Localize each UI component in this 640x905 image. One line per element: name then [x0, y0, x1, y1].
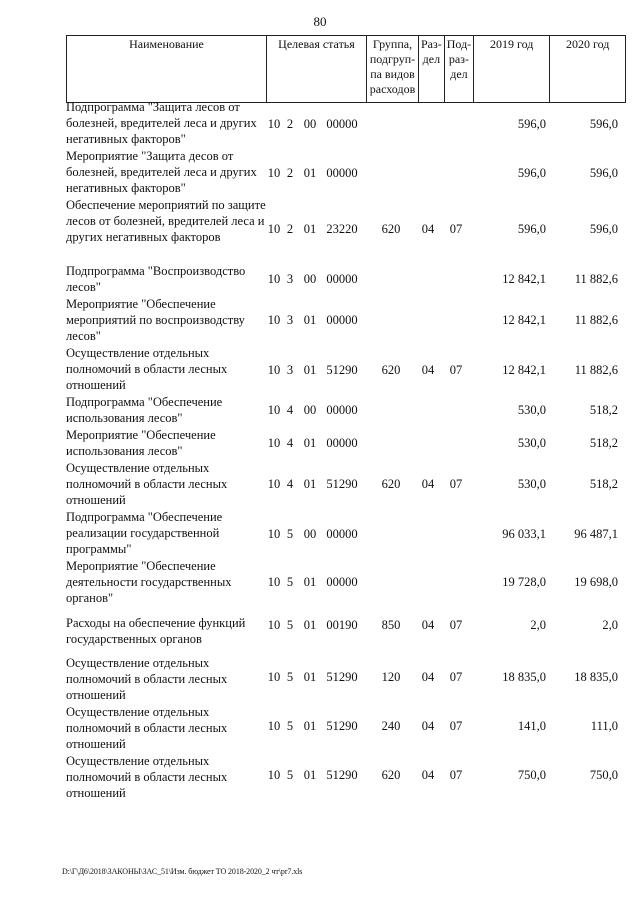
row-direction: 00000 [326, 166, 358, 180]
row-name: Расходы на обеспечение функций государственных органов [66, 616, 246, 646]
row-direction: 51290 [326, 768, 358, 782]
row-section: 04 [421, 768, 435, 782]
row-direction: 51290 [326, 719, 358, 733]
row-section: 04 [421, 477, 435, 491]
row-year-2: 111,0 [590, 719, 618, 733]
row-name: Подпрограмма "Обеспечение реализации государственной программы" [66, 510, 223, 556]
header-year-2: 2020 год [550, 36, 626, 103]
row-direction: 00000 [326, 272, 358, 286]
row-subsection: 07 [449, 222, 463, 236]
table-row [66, 705, 626, 753]
row-year-2: 11 882,6 [574, 272, 618, 286]
row-group: 620 [381, 363, 401, 377]
table-row [66, 149, 626, 197]
row-subsection: 07 [449, 670, 463, 684]
row-direction: 00000 [326, 436, 358, 450]
row-direction: 00000 [326, 117, 358, 131]
row-year-2: 96 487,1 [574, 527, 618, 541]
header-year-1: 2019 год [474, 36, 550, 103]
file-path-footer: D:\Г\Д6\2018\ЗАКОНЫ\ЗАС_51\Изм. бюджет ТО 2018-2020_2 чт\pr7.xls [62, 867, 303, 876]
row-measure: 01 [303, 436, 317, 450]
row-year-2: 11 882,6 [574, 313, 618, 327]
row-year-1: 96 033,1 [502, 527, 546, 541]
row-year-1: 2,0 [530, 618, 546, 632]
row-measure: 01 [303, 313, 317, 327]
row-program: 10 [267, 618, 281, 632]
row-year-1: 12 842,1 [502, 313, 546, 327]
row-measure: 01 [303, 166, 317, 180]
row-program: 10 [267, 403, 281, 417]
row-name: Осуществление отдельных полномочий в области лесных отношений [66, 656, 228, 702]
row-section: 04 [421, 363, 435, 377]
table-row [66, 395, 626, 427]
header-group: Группа, подгруп- па видов расходов [367, 36, 419, 103]
row-subprogram: 5 [286, 618, 294, 632]
row-group: 620 [381, 768, 401, 782]
row-name: Мероприятие "Защита десов от болезней, вредителей леса и других негативных факторов" [66, 149, 257, 195]
row-year-1: 12 842,1 [502, 363, 546, 377]
row-year-1: 530,0 [517, 436, 546, 450]
row-group: 240 [381, 719, 401, 733]
row-measure: 01 [303, 222, 317, 236]
row-name: Подпрограмма "Обеспечение использования лесов" [66, 395, 223, 425]
table-row [66, 346, 626, 394]
row-subprogram: 4 [286, 436, 294, 450]
row-subsection: 07 [449, 719, 463, 733]
row-group: 120 [381, 670, 401, 684]
table-row [66, 616, 626, 648]
row-group: 620 [381, 477, 401, 491]
row-program: 10 [267, 117, 281, 131]
row-name: Обеспечение мероприятий по защите лесов от болезней, вредителей леса и других негативных факторов [66, 198, 266, 244]
row-section: 04 [421, 222, 435, 236]
row-measure: 01 [303, 477, 317, 491]
row-direction: 51290 [326, 670, 358, 684]
page-number: 80 [313, 14, 327, 29]
row-subsection: 07 [449, 768, 463, 782]
row-measure: 01 [303, 618, 317, 632]
row-program: 10 [267, 575, 281, 589]
row-name: Осуществление отдельных полномочий в области лесных отношений [66, 461, 228, 507]
table-row [66, 754, 626, 802]
row-program: 10 [267, 436, 281, 450]
table-row [66, 461, 626, 509]
row-direction: 51290 [326, 363, 358, 377]
row-direction: 00190 [326, 618, 358, 632]
table-row [66, 559, 626, 607]
row-direction: 51290 [326, 477, 358, 491]
row-year-1: 18 835,0 [502, 670, 546, 684]
header-subsection: Под- раз- дел [444, 36, 473, 103]
row-year-2: 18 835,0 [574, 670, 618, 684]
row-subprogram: 3 [286, 272, 294, 286]
row-program: 10 [267, 477, 281, 491]
row-subprogram: 4 [286, 477, 294, 491]
row-measure: 00 [303, 403, 317, 417]
row-program: 10 [267, 670, 281, 684]
row-measure: 00 [303, 527, 317, 541]
row-name: Мероприятие "Обеспечение мероприятий по воспроизводству лесов" [66, 297, 245, 343]
row-program: 10 [267, 313, 281, 327]
row-name: Осуществление отдельных полномочий в области лесных отношений [66, 705, 228, 751]
row-year-2: 596,0 [589, 222, 618, 236]
row-year-2: 750,0 [589, 768, 618, 782]
row-direction: 00000 [326, 527, 358, 541]
row-measure: 01 [303, 363, 317, 377]
row-year-1: 596,0 [517, 222, 546, 236]
row-year-2: 518,2 [589, 477, 618, 491]
row-subsection: 07 [449, 363, 463, 377]
row-year-2: 19 698,0 [574, 575, 618, 589]
table-row [66, 510, 626, 558]
row-section: 04 [421, 670, 435, 684]
row-subprogram: 5 [286, 768, 294, 782]
row-name: Осуществление отдельных полномочий в области лесных отношений [66, 346, 228, 392]
row-name: Осуществление отдельных полномочий в области лесных отношений [66, 754, 228, 800]
row-year-2: 596,0 [589, 117, 618, 131]
row-program: 10 [267, 768, 281, 782]
table-row [66, 297, 626, 345]
row-measure: 01 [303, 670, 317, 684]
row-program: 10 [267, 363, 281, 377]
table-row [66, 198, 626, 262]
header-target: Целевая статья [267, 36, 367, 103]
row-year-1: 750,0 [517, 768, 546, 782]
row-subprogram: 5 [286, 575, 294, 589]
row-direction: 00000 [326, 575, 358, 589]
row-group: 620 [381, 222, 401, 236]
row-name: Подпрограмма "Защита лесов от болезней, вредителей леса и других негативных факторов" [66, 100, 257, 146]
row-subprogram: 2 [286, 166, 294, 180]
row-measure: 01 [303, 719, 317, 733]
row-year-2: 2,0 [602, 618, 618, 632]
row-year-1: 530,0 [517, 403, 546, 417]
row-measure: 01 [303, 768, 317, 782]
row-measure: 00 [303, 272, 317, 286]
row-program: 10 [267, 222, 281, 236]
table-header [66, 35, 626, 103]
row-year-2: 11 882,6 [574, 363, 618, 377]
row-direction: 23220 [326, 222, 358, 236]
row-subprogram: 5 [286, 670, 294, 684]
row-group: 850 [381, 618, 401, 632]
row-subprogram: 2 [286, 117, 294, 131]
row-program: 10 [267, 272, 281, 286]
row-subsection: 07 [449, 618, 463, 632]
row-name: Мероприятие "Обеспечение использования лесов" [66, 428, 216, 458]
row-direction: 00000 [326, 313, 358, 327]
row-subprogram: 2 [286, 222, 294, 236]
row-year-1: 596,0 [517, 166, 546, 180]
row-subprogram: 5 [286, 719, 294, 733]
row-subprogram: 4 [286, 403, 294, 417]
table-row [66, 100, 626, 148]
row-subsection: 07 [449, 477, 463, 491]
row-name: Мероприятие "Обеспечение деятельности государственных органов" [66, 559, 232, 605]
row-program: 10 [267, 527, 281, 541]
row-year-1: 596,0 [517, 117, 546, 131]
row-year-1: 530,0 [517, 477, 546, 491]
table-row [66, 264, 626, 296]
row-year-1: 12 842,1 [502, 272, 546, 286]
row-section: 04 [421, 618, 435, 632]
row-measure: 00 [303, 117, 317, 131]
row-subprogram: 3 [286, 313, 294, 327]
table-row [66, 656, 626, 704]
row-year-2: 518,2 [589, 436, 618, 450]
row-year-1: 19 728,0 [502, 575, 546, 589]
row-program: 10 [267, 166, 281, 180]
row-subprogram: 5 [286, 527, 294, 541]
row-direction: 00000 [326, 403, 358, 417]
header-section: Раз- дел [419, 36, 445, 103]
row-year-2: 518,2 [589, 403, 618, 417]
row-name: Подпрограмма "Воспроизводство лесов" [66, 264, 246, 294]
row-subprogram: 3 [286, 363, 294, 377]
row-year-2: 596,0 [589, 166, 618, 180]
row-section: 04 [421, 719, 435, 733]
row-program: 10 [267, 719, 281, 733]
row-year-1: 141,0 [517, 719, 546, 733]
table-row [66, 428, 626, 460]
header-name: Наименование [67, 36, 267, 103]
row-measure: 01 [303, 575, 317, 589]
